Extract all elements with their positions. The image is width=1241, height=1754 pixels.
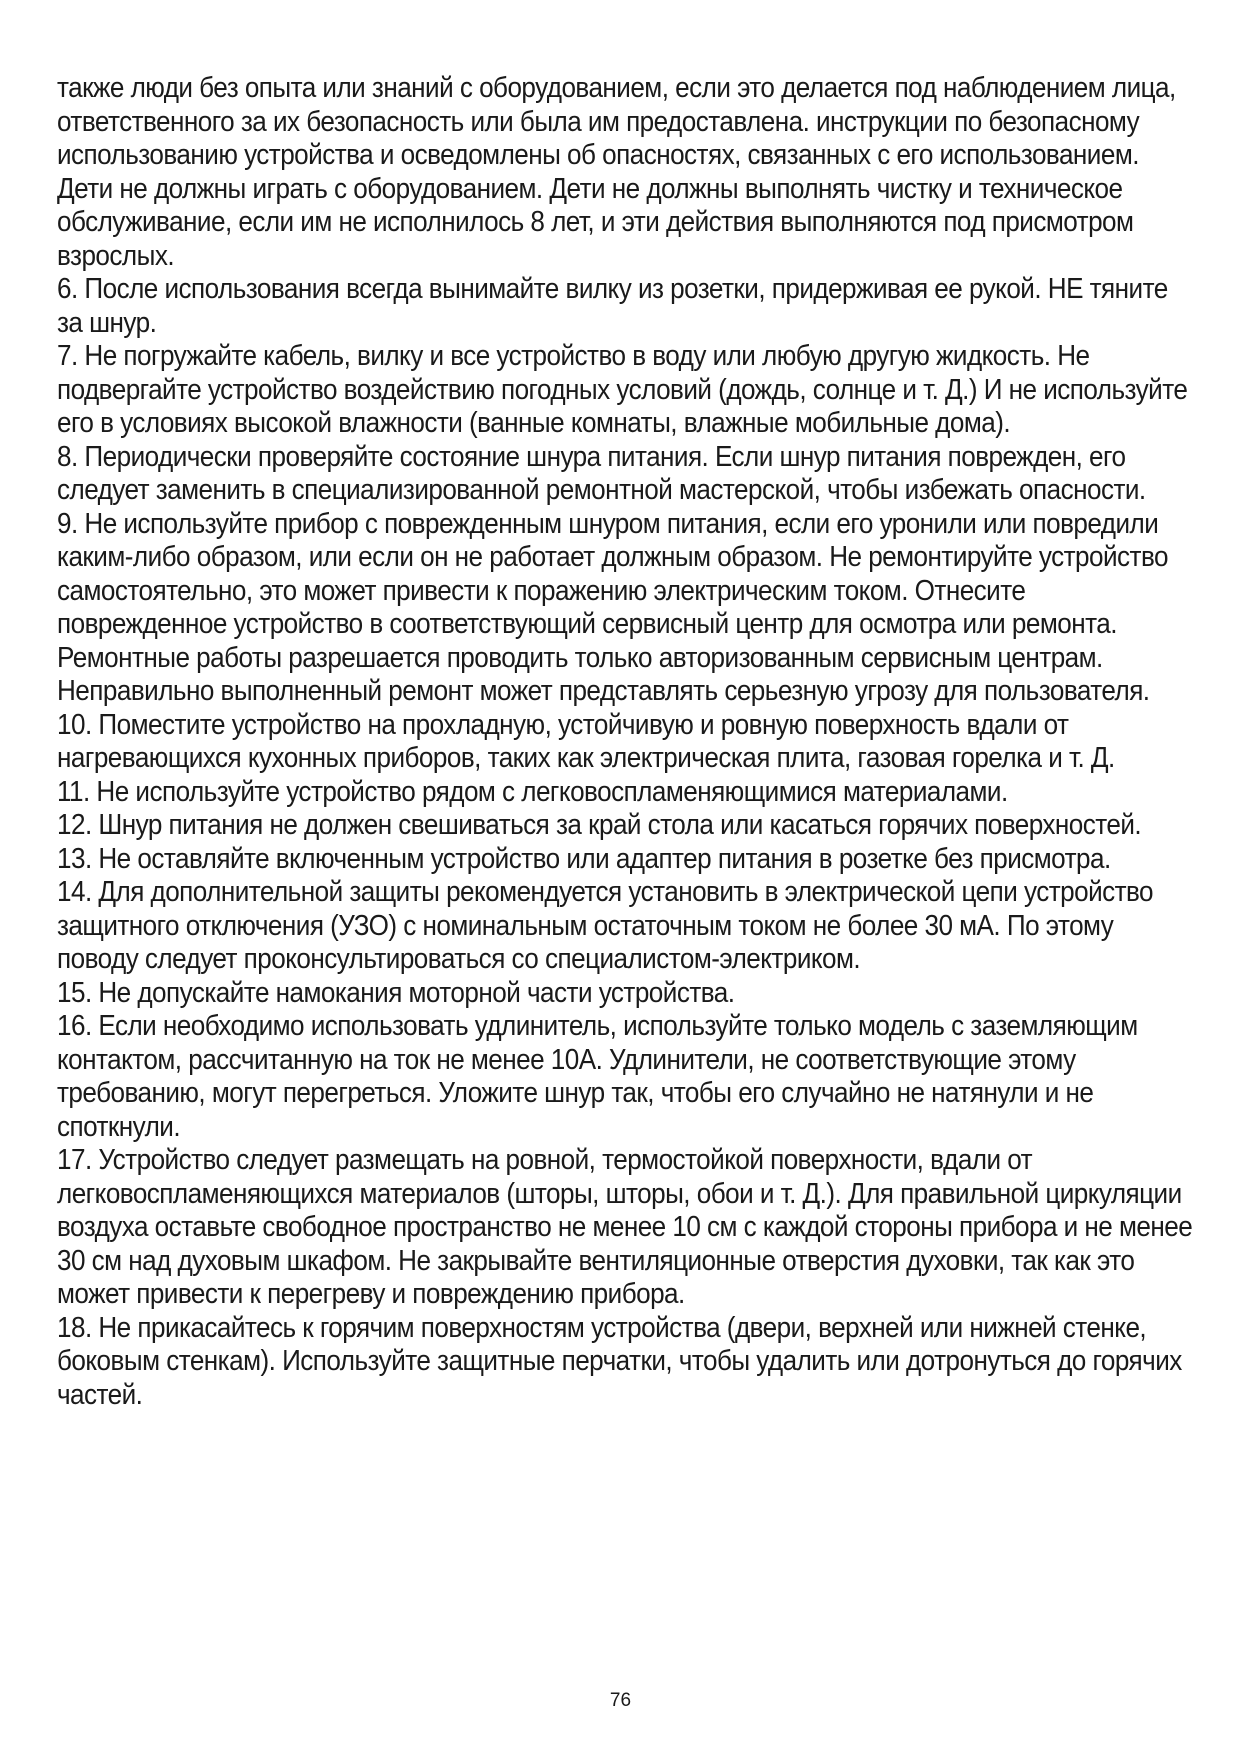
paragraph-intro-continuation: также люди без опыта или знаний с оборудованием, если это делается под наблюдением лица, ответственного за их безопасность или была им предоставлена. инструкции по безопасному использованию устройства и осведомлены об опасностях, связанных с его использованием. Дети не должны играть с оборудованием. Дети не должны выполнять чистку и техническое обслуживание, если им не исполнилось 8 лет, и эти действия выполняются под присмотром взрослых. — [57, 72, 1176, 272]
paragraph-item-15: 15. Не допускайте намокания моторной части устройства. — [57, 976, 735, 1009]
body-text — [57, 72, 1196, 1412]
paragraph-item-17: 17. Устройство следует размещать на ровной, термостойкой поверхности, вдали от легковоспламеняющихся материалов (шторы, шторы, обои и т. Д.). Для правильной циркуляции воздуха оставьте свободное пространство не менее 10 см с каждой стороны прибора и не менее 30 см над духовым шкафом. Не закрывайте вентиляционные отверстия духовки, так как это может привести к перегреву и повреждению прибора. — [57, 1144, 1193, 1310]
paragraph-item-6: 6. После использования всегда вынимайте вилку из розетки, придерживая ее рукой. НЕ тяните за шнур. — [57, 273, 1168, 339]
paragraph-item-8: 8. Периодически проверяйте состояние шнура питания. Если шнур питания поврежден, его следует заменить в специализированной ремонтной мастерской, чтобы избежать опасности. — [57, 440, 1146, 506]
paragraph-item-12: 12. Шнур питания не должен свешиваться за край стола или касаться горячих поверхностей. — [57, 809, 1142, 841]
paragraph-item-18: 18. Не прикасайтесь к горячим поверхностям устройства (двери, верхней или нижней стенке, боковым стенкам). Используйте защитные перчатки, чтобы удалить или дотронуться до горячих частей. — [57, 1311, 1182, 1411]
paragraph-item-13: 13. Не оставляйте включенным устройство или адаптер питания в розетке без присмотра. — [57, 842, 1111, 875]
paragraph-item-14: 14. Для дополнительной защиты рекомендуется установить в электрической цепи устройство защитного отключения (УЗО) с номинальным остаточным током не более 30 мА. По этому поводу следует проконсультироваться со специалистом-электриком. — [57, 876, 1154, 975]
page-number: 76 — [609, 1690, 632, 1711]
paragraph-item-10: 10. Поместите устройство на прохладную, устойчивую и ровную поверхность вдали от нагревающихся кухонных приборов, таких как электрическая плита, газовая горелка и т. Д. — [57, 708, 1115, 774]
paragraph-item-9: 9. Не используйте прибор с поврежденным шнуром питания, если его уронили или повредили каким-либо образом, или если он не работает должным образом. Не ремонтируйте устройство самостоятельно, это может привести к поражению электрическим током. Отнесите поврежденное устройство в соответствующий сервисный центр для осмотра или ремонта. Ремонтные работы разрешается проводить только авторизованным сервисным центрам. Неправильно выполненный ремонт может представлять серьезную угрозу для пользователя. — [57, 507, 1168, 707]
paragraph-item-11: 11. Не используйте устройство рядом с легковоспламеняющимися материалами. — [57, 775, 1008, 808]
paragraph-item-16: 16. Если необходимо использовать удлинитель, используйте только модель с заземляющим контактом, рассчитанную на ток не менее 10А. Удлинители, не соответствующие этому требованию, могут перегреться. Уложите шнур так, чтобы его случайно не натянули и не споткнули. — [57, 1010, 1138, 1143]
paragraph-item-7: 7. Не погружайте кабель, вилку и все устройство в воду или любую другую жидкость. Не подвергайте устройство воздействию погодных условий (дождь, солнце и т. Д.) И не используйте его в условиях высокой влажности (ванные комнаты, влажные мобильные дома). — [57, 340, 1188, 439]
